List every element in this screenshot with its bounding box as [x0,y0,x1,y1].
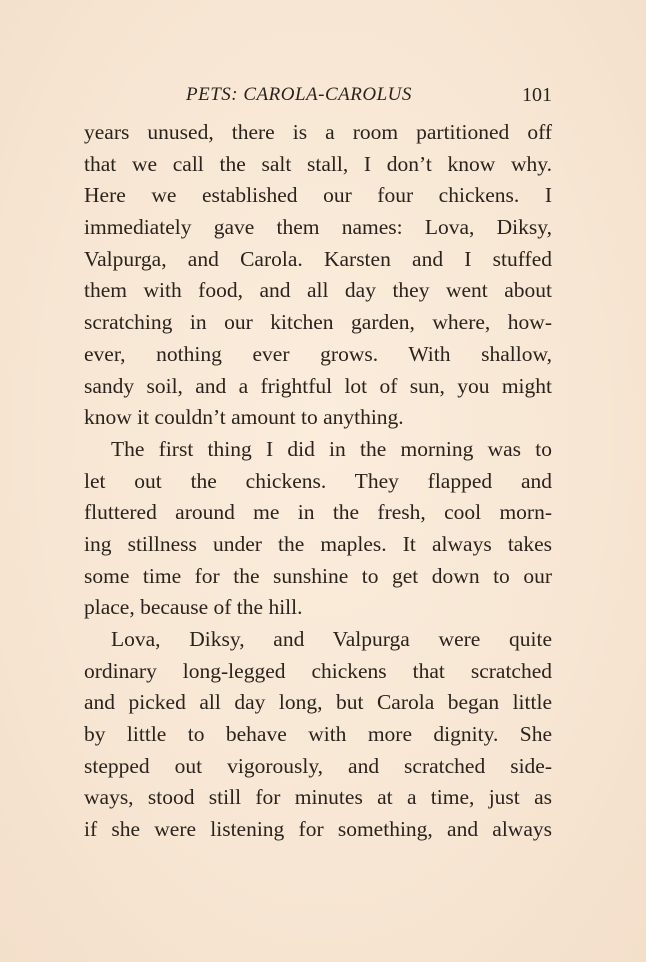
text-line: place, because of the hill. [84,595,303,620]
text-line: stepped out vigorously, and scratched side- [84,753,552,778]
text-line: Here we established our four chickens. I [84,183,552,208]
text-line: Lova, Diksy, and Valpurga were quite [111,627,552,651]
text-line: and picked all day long, but Carola began little [84,690,552,715]
running-head: PETS: CAROLA-CAROLUS [186,84,412,105]
text-line: The first thing I did in the morning was to [111,436,552,461]
text-line: know it couldn’t amount to anything. [84,405,404,430]
text-line: ever, nothing ever grows. With shallow, [84,341,552,366]
text-line: ordinary long-legged chickens that scratched [84,658,552,683]
text-line: some time for the sunshine to get down to our [84,563,552,588]
text-line: let out the chickens. They flapped and [84,468,552,493]
page-header [84,80,552,110]
text-line: ing stillness under the maples. It always takes [84,531,552,556]
body-text [84,117,552,846]
text-line: scratching in our kitchen garden, where, how- [84,310,552,335]
text-line: fluttered around me in the fresh, cool morn- [84,500,552,525]
text-line: Valpurga, and Carola. Karsten and I stuffed [84,246,552,271]
text-line: immediately gave them names: Lova, Diksy, [84,215,552,240]
text-line: that we call the salt stall, I don’t know why. [84,151,552,176]
text-line: sandy soil, and a frightful lot of sun, you might [84,373,552,398]
text-line: years unused, there is a room partitioned off [84,120,552,144]
text-line: them with food, and all day they went about [84,278,552,303]
text-line: if she were listening for something, and always [84,817,552,842]
text-line: by little to behave with more dignity. She [84,722,552,747]
text-line: ways, stood still for minutes at a time, just as [84,785,552,810]
page-number: 101 [522,84,552,106]
